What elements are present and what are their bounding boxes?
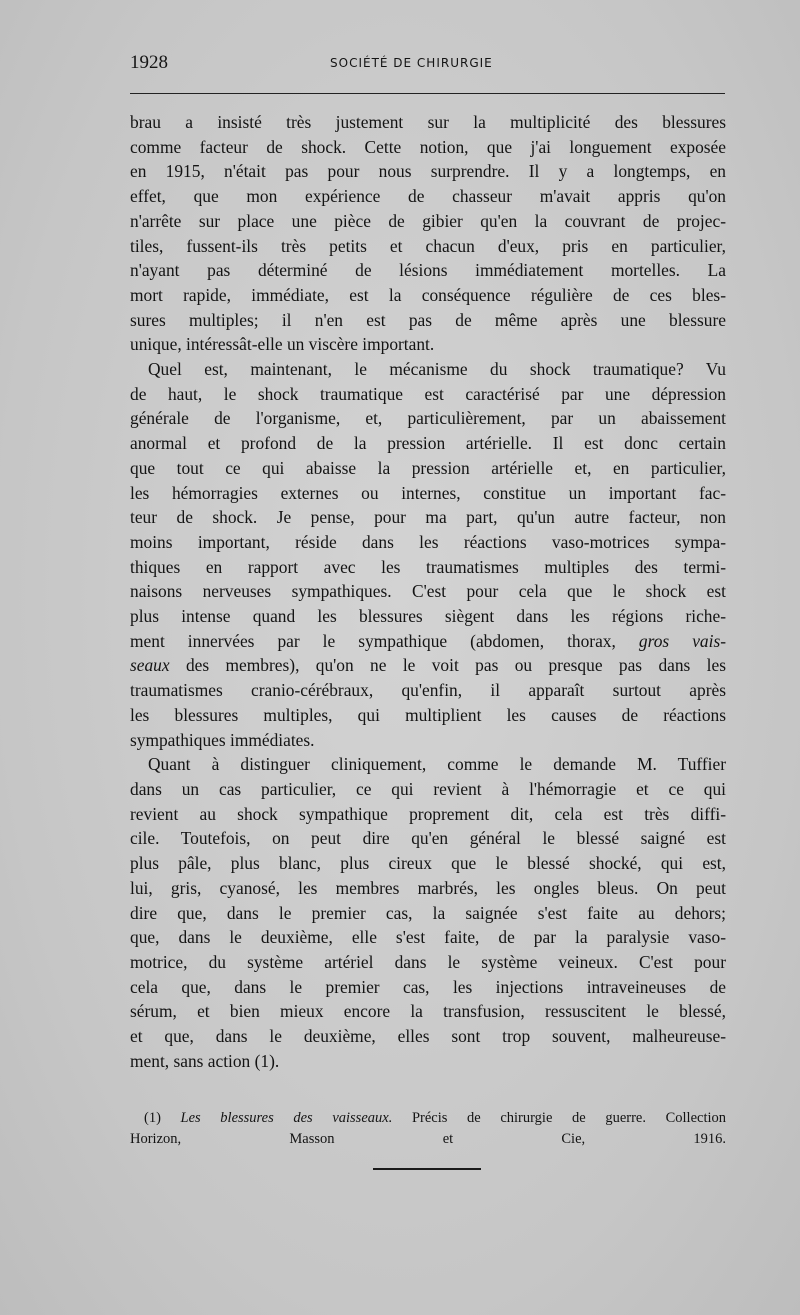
text-line: cile. Toutefois, on peut dire qu'en général le blessé saigné est xyxy=(130,828,726,849)
text-line: sures multiples; il n'en est pas de même après une blessure xyxy=(130,309,726,330)
text-line: les blessures multiples, qui multiplient les causes de réactions xyxy=(130,704,726,725)
header-rule xyxy=(130,93,725,94)
text-line: anormal et profond de la pression artérielle. Il est donc certain xyxy=(130,433,726,454)
text-line: revient au shock sympathique proprement dit, cela est très diffi- xyxy=(130,803,726,824)
text-line: que, dans le deuxième, elle s'est faite, de par la paralysie vaso- xyxy=(130,927,726,948)
text-line: dans un cas particulier, ce qui revient à l'hémorragie et ce qui xyxy=(130,778,726,799)
text-line: motrice, du système artériel dans le système veineux. C'est pour xyxy=(130,951,726,972)
text-line: n'ayant pas déterminé de lésions immédiatement mortelles. La xyxy=(130,260,726,281)
text-line: effet, que mon expérience de chasseur m'avait appris qu'on xyxy=(130,186,726,207)
text-line: naisons nerveuses sympathiques. C'est pour cela que le shock est xyxy=(130,581,726,602)
text-segment: ment innervées par le sympathique (abdomen, thorax, xyxy=(130,630,616,651)
footnote-text: Précis de chirurgie de guerre. Collection xyxy=(392,1110,727,1126)
page-header xyxy=(130,52,725,82)
text-segment: des membres), qu'on ne le voit pas ou presque pas dans les xyxy=(185,655,726,676)
text-line: plus pâle, plus blanc, plus cireux que le blessé shocké, qui est, xyxy=(130,853,726,874)
text-line: dire que, dans le premier cas, la saignée s'est faite au dehors; xyxy=(130,902,726,923)
text-line: que tout ce qui abaisse la pression artérielle et, en particulier, xyxy=(130,457,726,478)
footnote-line: Horizon, Masson et Cie, 1916. xyxy=(130,1131,726,1147)
text-line: plus intense quand les blessures siègent dans les régions riche- xyxy=(130,606,726,627)
paragraph-2 xyxy=(130,357,726,752)
text-line: lui, gris, cyanosé, les membres marbrés, les ongles bleus. On peut xyxy=(130,877,726,898)
text-line: Quant à distinguer cliniquement, comme le demande M. Tuffier xyxy=(148,754,726,775)
running-head: SOCIÉTÉ DE CHIRURGIE xyxy=(330,56,493,70)
end-rule xyxy=(373,1168,481,1170)
page-number: 1928 xyxy=(130,52,168,73)
text-line: brau a insisté très justement sur la multiplicité des blessures xyxy=(130,112,726,132)
paragraph-1 xyxy=(130,110,726,357)
text-line: comme facteur de shock. Cette notion, que j'ai longuement exposée xyxy=(130,136,726,157)
text-line: n'arrête sur place une pièce de gibier qu'en la couvrant de projec- xyxy=(130,210,726,231)
text-line: thiques en rapport avec les traumatismes multiples des termi- xyxy=(130,556,726,577)
italic-phrase: seaux xyxy=(130,655,170,676)
footnote-title: Les blessures des vaisseaux. xyxy=(180,1110,393,1126)
text-line xyxy=(130,629,726,654)
italic-phrase: gros vais- xyxy=(638,630,727,651)
text-line: et que, dans le deuxième, elles sont trop souvent, malheureuse- xyxy=(130,1026,726,1047)
body-text xyxy=(130,110,726,1073)
text-line xyxy=(130,653,726,678)
paragraph-3 xyxy=(130,752,726,1073)
text-line: unique, intéressât-elle un viscère important. xyxy=(130,334,435,355)
text-line: Quel est, maintenant, le mécanisme du shock traumatique? Vu xyxy=(148,359,726,380)
text-line: traumatismes cranio-cérébraux, qu'enfin, il apparaît surtout après xyxy=(130,680,726,701)
text-line: sympathiques immédiates. xyxy=(130,729,315,750)
text-line: tiles, fussent-ils très petits et chacun d'eux, pris en particulier, xyxy=(130,235,726,256)
text-line: générale de l'organisme, et, particulièrement, par un abaissement xyxy=(130,408,726,429)
text-line: en 1915, n'était pas pour nous surprendre. Il y a longtemps, en xyxy=(130,161,726,182)
footnote xyxy=(130,1108,726,1150)
text-line: de haut, le shock traumatique est caractérisé par une dépression xyxy=(130,383,726,404)
text-line: sérum, et bien mieux encore la transfusion, ressuscitent le blessé, xyxy=(130,1001,726,1022)
text-line: mort rapide, immédiate, est la conséquence régulière de ces bles- xyxy=(130,284,726,305)
text-line: les hémorragies externes ou internes, constitue un important fac- xyxy=(130,482,726,503)
text-line: moins important, réside dans les réactions vaso-motrices sympa- xyxy=(130,531,726,552)
footnote-line xyxy=(130,1108,726,1129)
footnote-marker: (1) xyxy=(144,1110,161,1126)
text-line: cela que, dans le premier cas, les injections intraveineuses de xyxy=(130,976,726,997)
text-line: teur de shock. Je pense, pour ma part, qu'un autre facteur, non xyxy=(130,507,726,528)
text-line: ment, sans action (1). xyxy=(130,1050,280,1071)
